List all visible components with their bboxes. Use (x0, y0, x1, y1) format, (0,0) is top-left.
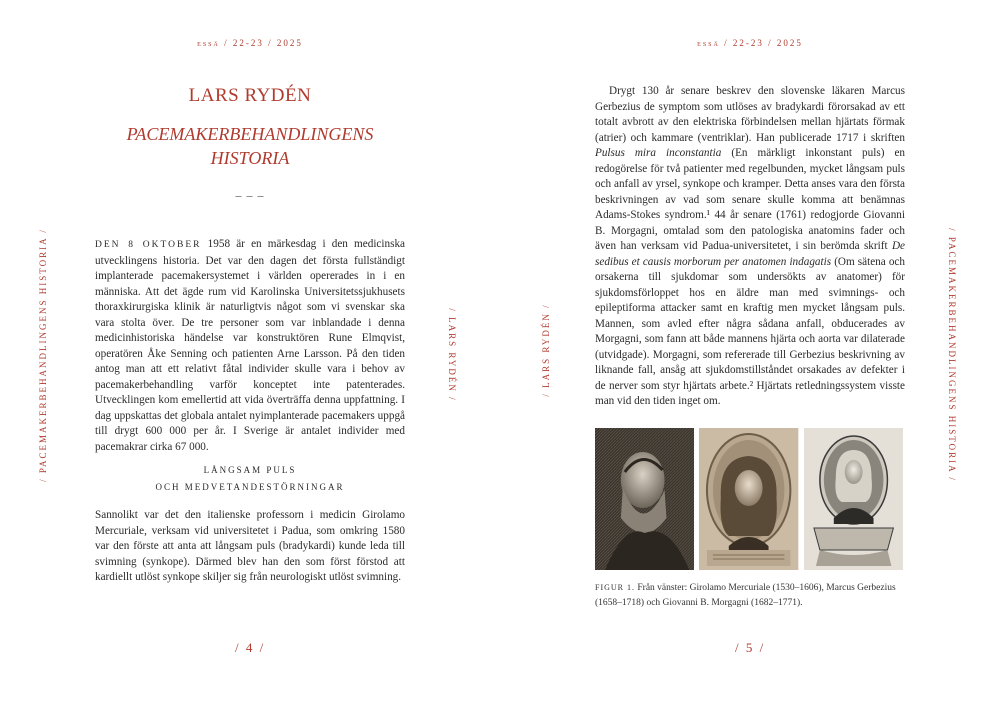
right-gutter-running-title: / LARS RYDÉN / (541, 303, 551, 397)
left-page-number: / 4 / (235, 640, 266, 655)
figure-portraits (595, 428, 903, 570)
essay-title-line2: HISTORIA (210, 148, 290, 168)
right-text-c: (Om sätena och orsakerna till sjukdomar som undersökts av anatomer) för sjukdomsförloppet hos en äldre man med svimnings- och epileptiforma attacker samt en kraftig men mycket långsam puls. Mannen, som avled efter några sådana anfall, obducerades av Morgagni, som fann att både mannens hjärta och aorta var dilaterade (utvidgade). Morgagni, som refererade till Gerbezius beskrivning av liknande fall, ansåg att sjukdomstillståndet orsakades av defekter i de nerver som styr hjärtats arbete.² Hjärtats retledningssystem visste man vid den tiden inget om. (595, 255, 905, 407)
author-name: LARS RYDÉN (188, 85, 312, 106)
portrait-morgagni (804, 428, 903, 570)
right-side-running-title: / PACEMAKERBEHANDLINGENS HISTORIA / (947, 228, 957, 482)
right-running-header: essä / 22-23 / 2025 (697, 38, 803, 48)
caption-text: Från vänster: Girolamo Mercuriale (1530–1606), Marcus Gerbezius (1658–1718) och Giovanni B. Morgagni (1682–1771). (595, 583, 896, 608)
work-title-pulsus: Pulsus mira inconstantia (595, 147, 722, 159)
right-text-a: Drygt 130 år senare beskrev den slovenske läkaren Marcus Gerbezius de symptom som utlöses av bradykardi förorsakad av ett totalt avbrott av den elektriska förbindelsen mellan hjärtats förmak (atrier) och kammare (ventriklar). Han publicerade 1717 i skriften (595, 85, 905, 144)
right-page (500, 0, 1000, 705)
left-running-header: essä / 22-23 / 2025 (197, 38, 303, 48)
section-subheading (95, 462, 405, 496)
left-side-running-title: / PACEMAKERBEHANDLINGENS HISTORIA / (38, 228, 48, 482)
subheading-line1: LÅNGSAM PULS (203, 465, 297, 475)
left-gutter-running-title: / LARS RYDÉN / (447, 308, 457, 402)
essay-title-line1: PACEMAKERBEHANDLINGENS (126, 124, 374, 144)
lead-in: DEN 8 OKTOBER (95, 240, 202, 250)
figure-label: FIGUR 1. (595, 583, 636, 592)
intro-text: 1958 är en märkesdag i den medicinska utvecklingens historia. Det var den dagen det första fullständigt implanterade pacemakersystemet i världen opererades in i en människa. Att det ägde rum vid Karolinska Universitetssjukhusets thoraxkirurgiska klinik är naturligtvis något som vi svenskar ska vara stolta över. De tre personer som var inblandade i denna medicinhistoriska händelse var konstruktören Rune Elmqvist, operatören Åke Senning och patienten Arne Larsson. På den tiden antog man att ett relativt fåtal individer skulle vara i behov av pacemakerbehandling varför konceptet inte patenterades. Utvecklingen kom emellertid att vida överträffa denna uppfattning. I dag uppskattas det globala antalet nyimplanterade pacemakers uppgå till drygt 600 000 per år. I Sverige är antalet individer med pacemakrar cirka 67 000. (95, 238, 406, 453)
title-separator: – – – (235, 188, 265, 202)
figure-caption (595, 580, 905, 611)
portrait-gerbezius (699, 428, 798, 570)
subheading-line2: OCH MEDVETANDESTÖRNINGAR (155, 482, 345, 492)
right-paragraph (595, 84, 905, 410)
portrait-mercuriale (595, 428, 694, 570)
right-page-number: / 5 / (735, 640, 766, 655)
right-text-b: (En märkligt inkonstant puls) en redogörelse för två patienter med regelbunden, mycket långsam puls och anfall av yrsel, synkope och kramper. Detta anses vara den första beskrivningen av vad som senare skulle komma att benämnas Adams-Stokes syndrom.¹ 44 år senare (1761) redogjorde Giovanni B. Morgagni, omtalad som den patologiska anatomins fader och även han verksam vid Padua-universitetet, i sin berömda skrift (595, 147, 906, 252)
intro-paragraph (95, 237, 405, 455)
section-paragraph: Sannolikt var det den italienske professorn i medicin Girolamo Mercuriale, verksam vid universitetet i Padua, som omkring 1580 var den förste att anta att långsam puls (bradykardi) kunde leda till svimning (synkope). Därmed blev han den som först förstod att kardiellt utlöst synkope skiljer sig från neurologiskt utlöst svimning. (95, 509, 405, 583)
essay-title (95, 122, 405, 170)
work-title-de-sedibus: De sedibus et causis morborum per anatomen indagatis (595, 240, 905, 268)
